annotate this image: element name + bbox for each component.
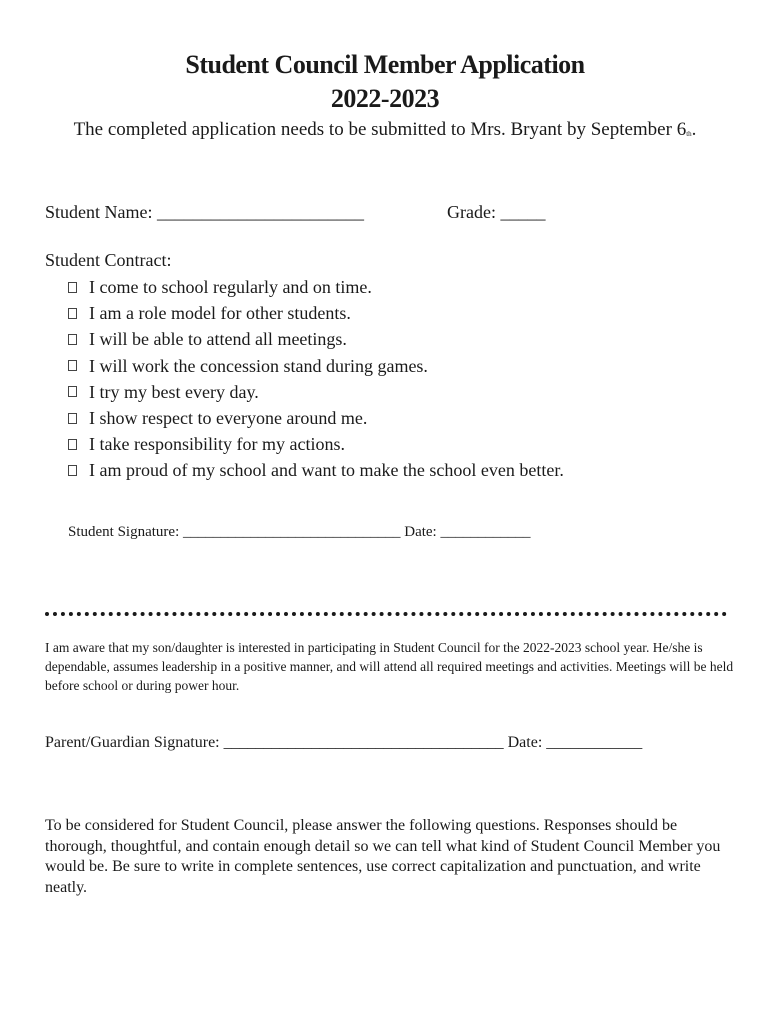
contract-item-text: I come to school regularly and on time.: [89, 277, 372, 297]
grade-field[interactable]: Grade: _____: [447, 202, 546, 222]
submission-instruction-text: The completed application needs to be submitted to Mrs. Bryant by September 6: [73, 119, 687, 140]
checkbox-icon[interactable]: [68, 360, 77, 371]
student-contract-list: [68, 274, 564, 484]
contract-item: [68, 379, 564, 405]
checkbox-icon[interactable]: [68, 386, 77, 397]
checkbox-icon[interactable]: [68, 282, 77, 293]
cut-line-divider: [45, 612, 727, 616]
student-name-field[interactable]: Student Name: _______________________: [45, 202, 364, 222]
contract-item-text: I am proud of my school and want to make the school even better.: [89, 460, 564, 481]
contract-item-text: I will be able to attend all meetings.: [89, 329, 347, 350]
checkbox-icon[interactable]: [68, 308, 77, 319]
document-title: Student Council Member Application: [185, 50, 585, 79]
contract-item: [68, 405, 564, 431]
contract-item-text: I take responsibility for my actions.: [89, 434, 345, 455]
contract-item: [68, 274, 564, 300]
checkbox-icon[interactable]: [68, 334, 77, 345]
student-signature-field[interactable]: Student Signature: _____________________________ Date: ____________: [68, 524, 531, 540]
contract-item: [68, 326, 564, 352]
checkbox-icon[interactable]: [68, 465, 77, 476]
checkbox-icon[interactable]: [68, 413, 77, 424]
parent-statement: I am aware that my son/daughter is interested in participating in Student Council for the 2022-2023 school year. He/she is dependable, assumes leadership in a positive manner, and will attend all required meetings and activities. Meetings will be held before school or during power hour.: [45, 640, 734, 693]
submission-instruction: [0, 118, 770, 142]
checkbox-icon[interactable]: [68, 439, 77, 450]
student-contract-label: Student Contract:: [45, 250, 172, 270]
parent-signature-field[interactable]: Parent/Guardian Signature: ___________________________________ Date: ____________: [45, 734, 643, 751]
contract-item: [68, 300, 564, 326]
contract-item-text: I try my best every day.: [89, 381, 259, 402]
contract-item-text: I show respect to everyone around me.: [89, 408, 368, 429]
contract-item: [68, 431, 564, 457]
contract-item: [68, 457, 564, 483]
submission-instruction-end: .: [691, 119, 697, 140]
ordinal-suffix: th: [686, 130, 692, 138]
contract-item: [68, 353, 564, 379]
document-year: 2022-2023: [330, 84, 440, 113]
contract-item-text: I am a role model for other students.: [89, 303, 351, 324]
question-instructions: To be considered for Student Council, please answer the following questions. Responses should be thorough, thoughtful, and contain enough detail so we can tell what kind of Student Council Member you would be. Be sure to write in complete sentences, use correct capitalization and punctuation, and write neatly.: [45, 817, 721, 896]
contract-item-text: I will work the concession stand during games.: [89, 355, 428, 376]
